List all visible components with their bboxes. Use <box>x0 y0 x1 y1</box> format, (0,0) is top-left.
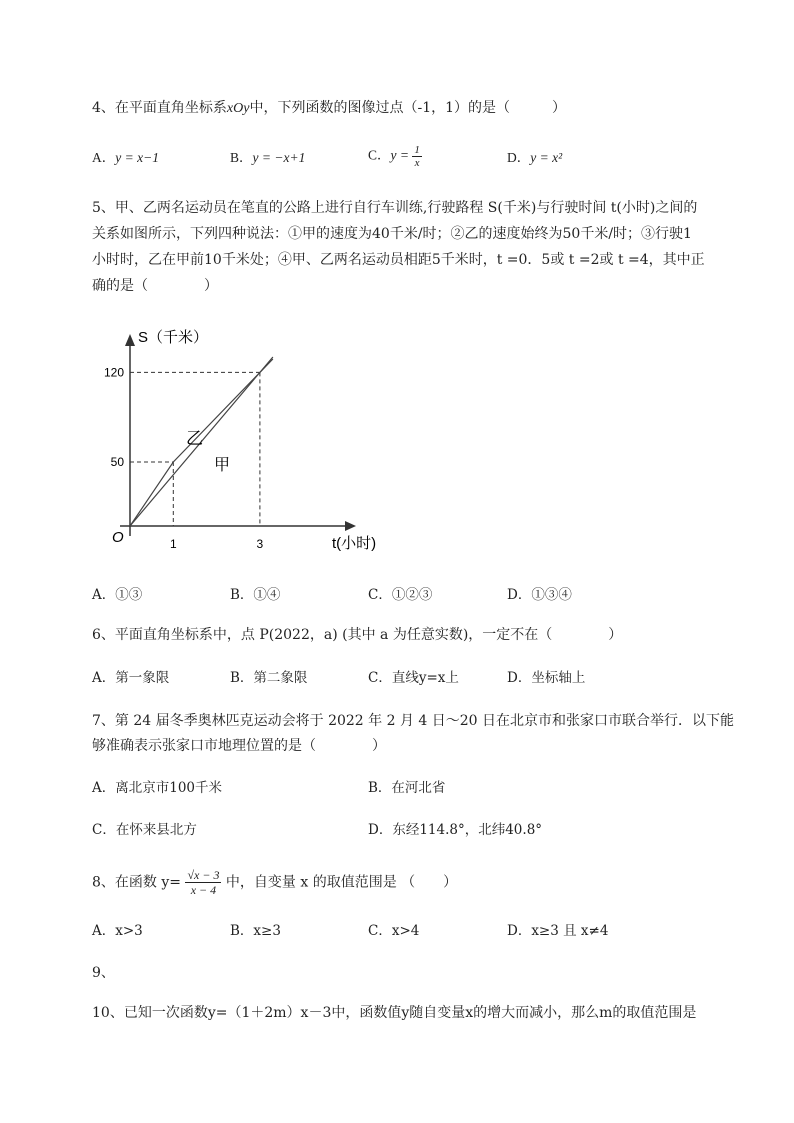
q8-stem-b: 中，自变量 x 的取值范围是 （ ） <box>225 874 458 891</box>
q8-stem-a: 8、在函数 y= <box>92 874 181 891</box>
series-jia-label: 甲 <box>214 457 231 474</box>
q4-stem <box>92 98 566 119</box>
x-tick-1: 1 <box>169 537 177 551</box>
q5-line-3: 小时时，乙在甲前10千米处；④甲、乙两名运动员相距5千米时，t =0．5或 t =2或 t =4，其中正 <box>92 252 705 268</box>
q5-option-b: B．①④ <box>230 587 281 603</box>
q4-option-a <box>92 148 159 168</box>
q7-option-b: B．在河北省 <box>368 780 446 796</box>
q4-option-c-fraction <box>412 144 422 169</box>
q4-option-d-expr: y = x² <box>530 150 563 165</box>
q9-stem: 9、 <box>92 965 115 981</box>
q5-option-a: A．①③ <box>92 587 143 603</box>
q8-option-b: B．x≥3 <box>230 923 281 939</box>
q7-line-2: 够准确表示张家口市地理位置的是（ ） <box>92 738 386 754</box>
origin-label: O <box>112 529 124 546</box>
q6-option-d: D．坐标轴上 <box>507 670 586 686</box>
q8-fraction <box>185 868 221 897</box>
q4-option-d <box>507 148 562 168</box>
q5-option-c: C．①②③ <box>368 587 433 603</box>
x-axis-arrow <box>345 521 356 531</box>
q4-option-a-label: A． <box>92 150 116 165</box>
q8-option-d: D．x≥3 且 x≠4 <box>507 923 609 939</box>
q4-option-d-label: D． <box>507 150 531 165</box>
q4-option-c-label: C． <box>368 147 391 163</box>
q5-line-4: 确的是（ ） <box>92 278 218 294</box>
q4-frac-den: x <box>414 157 420 169</box>
q8-option-a: A．x>3 <box>92 923 143 939</box>
q4-option-c <box>368 144 422 169</box>
q4-var: xOy <box>226 101 250 116</box>
y-axis-label: S（千米） <box>138 329 209 346</box>
y-axis-arrow <box>125 334 135 346</box>
q8-frac-den: x − 4 <box>190 883 217 897</box>
distance-time-graph <box>90 318 400 558</box>
series-yi-label: 乙 <box>186 429 203 448</box>
q4-option-a-expr: y = x−1 <box>115 150 159 165</box>
q4-option-b-expr: y = −x+1 <box>252 150 306 165</box>
q8-frac-num: √x − 3 <box>187 868 220 882</box>
q4-option-b-label: B． <box>230 150 253 165</box>
q8-stem <box>92 868 457 897</box>
q6-option-b: B．第二象限 <box>230 670 308 686</box>
x-tick-3: 3 <box>256 537 264 551</box>
y-tick-50: 50 <box>110 455 124 469</box>
q7-option-c: C．在怀来县北方 <box>92 822 197 838</box>
q6-stem: 6、平面直角坐标系中，点 P(2022，a) (其中 a 为任意实数)，一定不在（ ） <box>92 627 623 643</box>
x-axis-label: t(小时) <box>332 535 377 552</box>
q10-stem: 10、已知一次函数y=（1＋2m）x－3中，函数值y随自变量x的增大而减小，那么m的取值范围是 <box>92 1005 697 1021</box>
q7-option-d: D．东经114.8°，北纬40.8° <box>368 822 543 838</box>
q6-option-c: C．直线y=x上 <box>368 670 459 686</box>
q5-line-1: 5、甲、乙两名运动员在笔直的公路上进行自行车训练,行驶路程 S(千米)与行驶时间 t(小时)之间的 <box>92 200 698 216</box>
q4-option-c-prefix: y = <box>390 147 409 163</box>
q8-option-c: C．x>4 <box>368 923 420 939</box>
q4-stem-b: 中，下列函数的图像过点（-1，1）的是（ ） <box>249 100 567 116</box>
q4-frac-num: 1 <box>414 144 420 156</box>
q4-stem-a: 4、在平面直角坐标系 <box>92 100 227 116</box>
q7-line-1: 7、第 24 届冬季奥林匹克运动会将于 2022 年 2 月 4 日～20 日在北京市和张家口市联合举行．以下能 <box>92 713 735 729</box>
q5-option-d: D．①③④ <box>507 587 572 603</box>
q5-line-2: 关系如图所示，下列四种说法：①甲的速度为40千米/时；②乙的速度始终为50千米/时；③行驶1 <box>92 226 692 242</box>
y-tick-120: 120 <box>103 365 124 380</box>
q4-option-b <box>230 148 305 168</box>
q7-option-a: A．离北京市100千米 <box>92 780 223 796</box>
q6-option-a: A．第一象限 <box>92 670 170 686</box>
